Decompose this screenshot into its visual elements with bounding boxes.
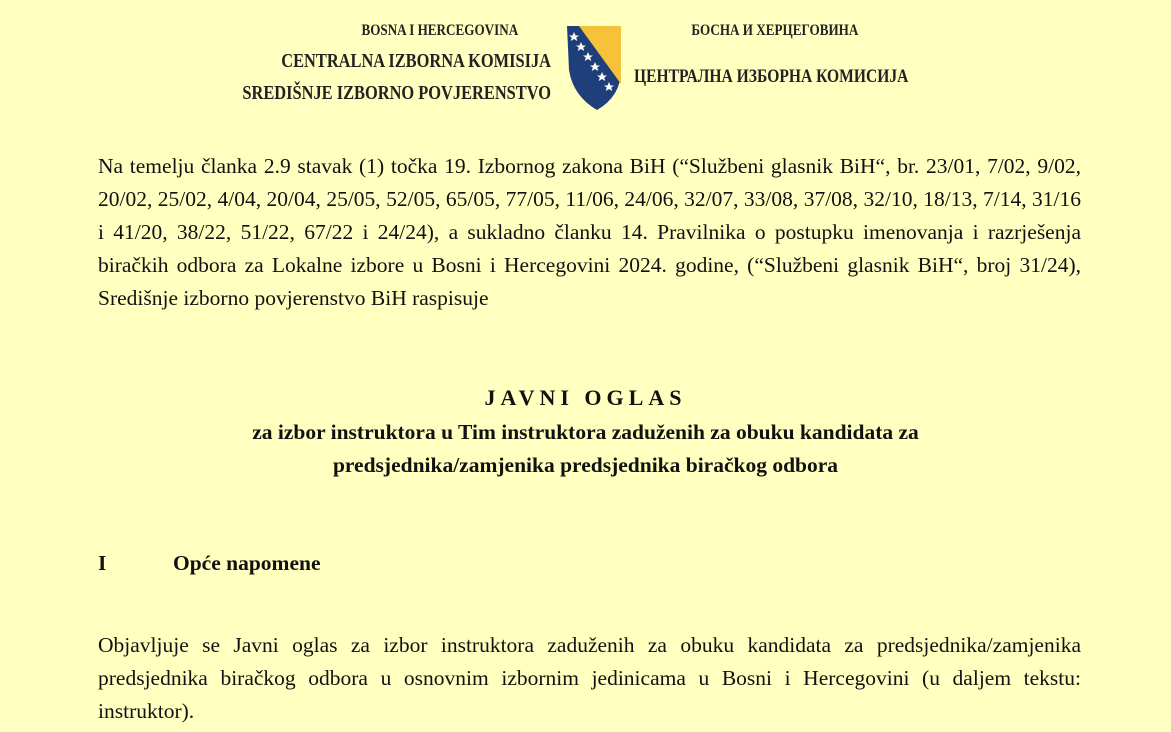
document-title: JAVNI OGLAS (484, 385, 687, 410)
document-subtitle-line1: za izbor instruktora u Tim instruktora zaduženih za obuku kandidata za (252, 420, 919, 444)
section-number: I (98, 551, 107, 575)
header-country-cyrillic: БОСНА И ХЕРЦЕГОВИНА (691, 22, 859, 39)
header-commission-latin: CENTRALNA IZBORNA KOMISIJA (281, 50, 551, 72)
document-subtitle-line2: predsjednika/zamjenika predsjednika biračkog odbora (332, 453, 839, 477)
coat-of-arms-icon (565, 24, 623, 112)
header-commission-cyrillic: ЦЕНТРАЛНА ИЗБОРНА КОМИСИЈА (634, 66, 909, 87)
section-label: Opće napomene (173, 551, 321, 575)
document-header (0, 0, 1171, 120)
header-country-latin: BOSNA I HERCEGOVINA (361, 22, 519, 39)
header-commission-alt-latin: SREDIŠNJE IZBORNO POVJERENSTVO (242, 82, 551, 104)
intro-paragraph: Na temelju članka 2.9 stavak (1) točka 19. Izbornog zakona BiH (“Službeni glasnik BiH“, br. 23/01, 7/02, 9/02, 20/02, 25/02, 4/04, 20/04, 25/05, 52/05, 65/05, 77/05, 11/06, 24/06, 32/07, 33/08, 37/08, 32/10, 18/13, 7/14, 31/16 i 41/20, 38/22, 51/22, 67/22 i 24/24), a sukladno članku 14. Pravilnika o postupku imenovanja i razrješenja biračkih odbora za Lokalne izbore u Bosni i Hercegovini 2024. godine, (“Službeni glasnik BiH“, broj 31/24), Središnje izborno povjerenstvo BiH raspisuje (98, 154, 1081, 310)
section-paragraph: Objavljuje se Javni oglas za izbor instruktora zaduženih za obuku kandidata za predsjednika/zamjenika predsjednika biračkog odbora u osnovnim izbornim jedinicama u Bosni i Hercegovini (u daljem tekstu: instruktor). (98, 633, 1081, 723)
